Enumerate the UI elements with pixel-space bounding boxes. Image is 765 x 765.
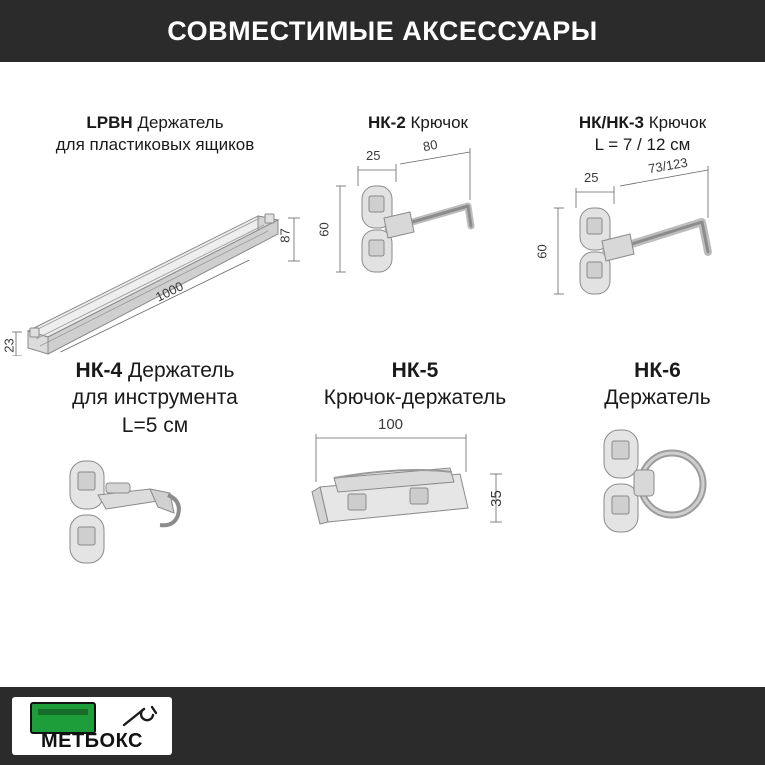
product-name-nk2: Крючок [410,113,468,132]
product-line3-nk4: L=5 см [121,413,189,437]
content-area [0,62,765,687]
caption-nk6 [560,357,755,412]
brand-name: МЕТБОКС [40,730,144,752]
figure-nk5 [290,412,540,602]
figure-nk4 [10,439,300,629]
dim-lpbh-1000: 1000 [153,277,186,305]
product-code-nk6: НК-6 [634,359,681,382]
caption-nk3 [530,112,755,156]
caption-lpbh [10,112,300,156]
product-item-nk3[interactable] [530,112,755,356]
product-item-lpbh[interactable] [1,112,300,356]
figure-nk3 [530,156,755,356]
product-line2-nk3: L = 7 / 12 см [594,134,691,154]
drawing-nk3 [530,156,755,356]
dim-nk2-25: 25 [366,147,381,163]
dim-nk2-80: 80 [421,136,439,154]
product-item-nk2[interactable] [318,112,518,334]
drawing-nk6 [560,412,755,602]
caption-nk5 [290,357,540,412]
caption-nk2 [318,112,518,134]
product-item-nk4[interactable] [10,357,300,629]
drawing-nk4 [10,439,300,629]
dim-nk2-60: 60 [316,222,332,237]
product-name-nk6: Держатель [604,386,711,410]
product-name-nk3: Крючок [648,113,707,132]
page-title: СОВМЕСТИМЫЕ АКСЕССУАРЫ [167,15,598,46]
dim-lpbh-87: 87 [277,227,293,243]
dim-nk3-25: 25 [584,169,599,185]
drawing-lpbh [10,156,300,356]
brand-logo [12,697,172,755]
product-name-nk4: Держатель [128,359,235,382]
figure-lpbh [1,156,300,356]
product-line2-lpbh: для пластиковых ящиков [55,134,255,154]
dim-lpbh-23: 23 [1,337,17,353]
dim-nk5-35: 35 [487,489,505,507]
caption-nk4 [10,357,300,439]
product-item-nk5[interactable] [290,357,540,602]
product-name-nk5: Крючок-держатель [323,386,507,410]
figure-nk2 [318,134,518,334]
figure-nk6 [560,412,755,602]
product-code-nk3: НК/НК-3 [578,113,644,132]
product-line2-nk4: для инструмента [72,386,238,410]
footer-bar [0,687,765,765]
product-code-lpbh: LPBH [86,113,133,132]
product-code-nk2: НК-2 [368,113,406,132]
product-item-nk6[interactable] [560,357,755,602]
drawing-nk2 [318,134,518,334]
dim-nk5-100: 100 [378,415,404,433]
dim-nk3-60: 60 [534,243,550,259]
wrench-icon [118,701,162,731]
dim-nk3-73-123: 73/123 [646,154,689,176]
header-bar [0,0,765,62]
product-name-lpbh: Держатель [137,113,224,132]
product-code-nk5: НК-5 [391,359,439,382]
product-code-nk4: НК-4 [75,359,123,382]
